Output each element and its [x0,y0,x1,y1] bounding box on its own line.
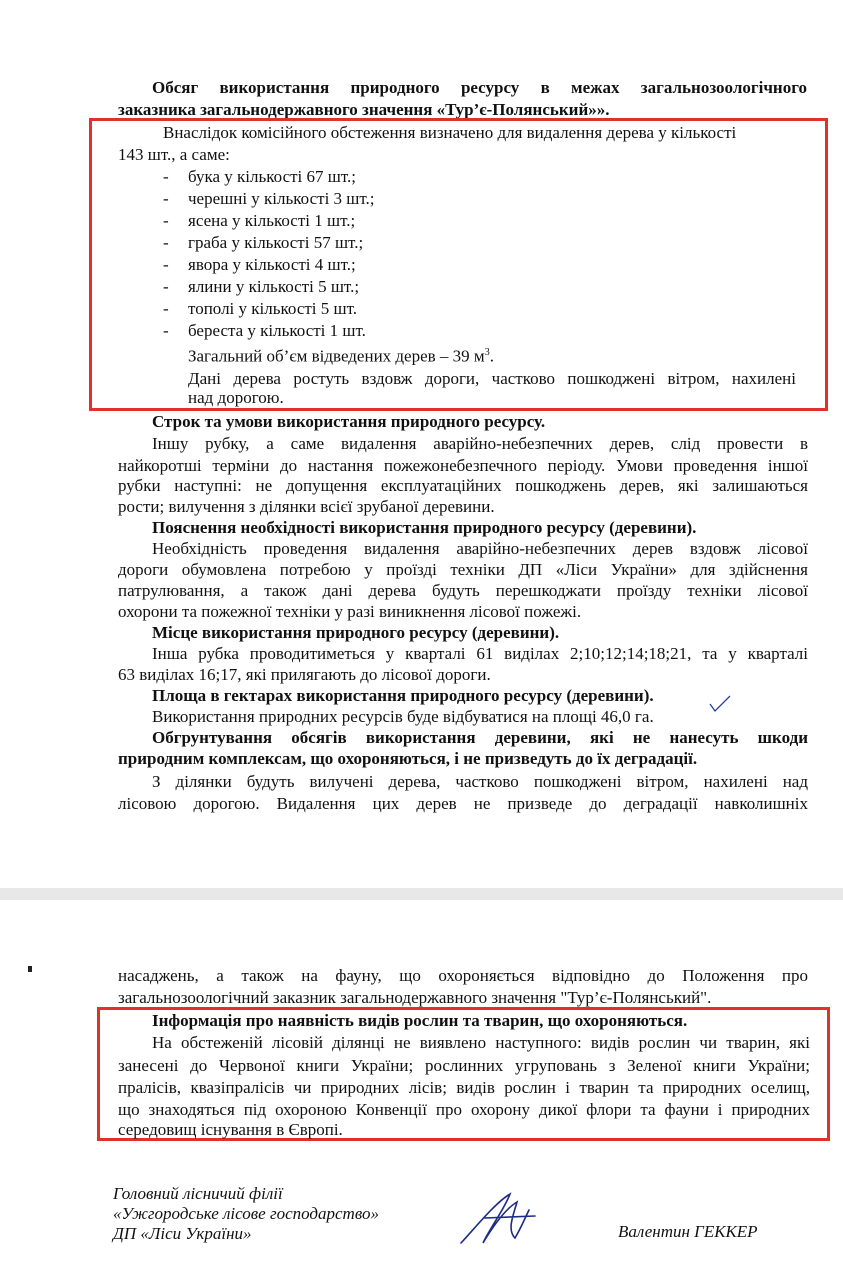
para-terms-line4: рости; вилучення з ділянки всієї зрубаної деревини. [118,497,495,516]
list-item: граба у кількості 57 шт.; [188,233,364,252]
trees-note-line2: над дорогою. [188,388,284,407]
intro-line1: Внаслідок комісійного обстеження визначено для видалення дерева у кількості [163,123,737,142]
para-location-line2: 63 виділах 16;17, які прилягають до лісової дороги. [118,665,491,684]
para-area: Використання природних ресурсів буде відбуватися на площі 46,0 га. [152,707,654,726]
list-item-bullet: - [163,255,169,274]
heading-location: Місце використання природного ресурсу (деревини). [152,623,560,642]
para-necessity-line2: дороги обумовлена потребою у проїзді техніки ДП «Ліси України» для здійснення [118,560,808,579]
heading-resource-volume-line2: заказника загальнодержавного значення «Тур’є-Полянський»». [118,100,610,119]
heading-justification-line1: Обгрунтування обсягів використання деревини, які не нанесуть шкоди [152,728,808,747]
para-species-line3: пралісів, квазіпралісів чи природних лісів; видів рослин і тварин та природних оселищ, [118,1078,810,1097]
total-volume-end: . [489,346,494,366]
para-species-line1: На обстеженій лісовій ділянці не виявлено наступного: видів рослин чи тварин, які [152,1033,810,1052]
list-item: черешні у кількості 3 шт.; [188,189,375,208]
list-item-bullet: - [163,321,169,340]
list-item: ясена у кількості 1 шт.; [188,211,356,230]
para-species-line4: що знаходяться під охороною Конвенції про охорону дикої флори та фауни і природних [118,1100,810,1119]
list-item-bullet: - [163,277,169,296]
list-item-bullet: - [163,211,169,230]
trees-note-line1: Дані дерева ростуть вздовж дороги, частково пошкоджені вітром, нахилені [188,369,796,388]
para-necessity-line4: охорони та пожежної техніки у разі виникнення лісової пожежі. [118,602,582,621]
para-justification-line2: лісовою дорогою. Видалення цих дерев не призведе до деградації навколишніх [118,794,808,813]
para-terms-line3: рубки наступні: не допущення експлуатаційних пошкоджень дерев, які залишаються [118,476,808,495]
scan-mark [28,966,32,972]
checkmark-icon [708,694,732,714]
total-volume [188,343,494,367]
list-item: явора у кількості 4 шт.; [188,255,356,274]
heading-protected-species: Інформація про наявність видів рослин та тварин, що охороняються. [152,1011,688,1030]
list-item-bullet: - [163,233,169,252]
heading-justification-line2: природним комплексам, що охороняються, і не призведуть до їх деградації. [118,749,698,768]
para-fauna-line1: насаджень, а також на фауну, що охороняється відповідно до Положення про [118,966,808,985]
list-item-bullet: - [163,167,169,186]
list-item-bullet: - [163,189,169,208]
para-terms-line1: Іншу рубку, а саме видалення аварійно-небезпечних дерев, слід провести в [152,434,808,453]
para-location-line1: Інша рубка проводитиметься у кварталі 61 виділах 2;10;12;14;18;21, та у кварталі [152,644,808,663]
volume-superscript: 3 [484,347,490,358]
list-item: бука у кількості 67 шт.; [188,167,356,186]
para-species-line2: занесені до Червоної книги України; рослинних угруповань з Зеленої книги України; [118,1056,810,1075]
signatory-position-line3: ДП «Ліси України» [113,1224,252,1243]
list-item: береста у кількості 1 шт. [188,321,366,340]
heading-necessity: Пояснення необхідності використання природного ресурсу (деревини). [152,518,697,537]
para-species-line5: середовищ існування в Європі. [118,1120,343,1139]
list-item: тополі у кількості 5 шт. [188,299,358,318]
handwritten-signature-icon [455,1188,545,1248]
heading-area: Площа в гектарах використання природного ресурсу (деревини). [152,686,654,705]
para-justification-line1: З ділянки будуть вилучені дерева, частково пошкоджені вітром, нахилені над [152,772,808,791]
list-item: ялини у кількості 5 шт.; [188,277,360,296]
list-item-bullet: - [163,299,169,318]
signatory-position-line1: Головний лісничий філії [113,1184,283,1203]
para-necessity-line1: Необхідність проведення видалення аварійно-небезпечних дерев вздовж лісової [152,539,808,558]
total-volume-text: Загальний об’єм відведених дерев – 39 м [188,346,485,366]
intro-line2: 143 шт., а саме: [118,145,230,164]
heading-terms: Строк та умови використання природного ресурсу. [152,412,546,431]
para-terms-line2: найкоротші терміни до настання пожежонебезпечного періоду. Умови проведення іншої [118,456,808,475]
page-separator [0,888,843,900]
para-necessity-line3: патрулювання, а також дані дерева будуть перешкоджати проїзду техніки лісової [118,581,808,600]
para-fauna-line2: загальнозоологічний заказник загальнодержавного значення "Тур’є-Полянський". [118,988,712,1007]
heading-resource-volume: Обсяг використання природного ресурсу в межах загальнозоологічного [152,78,807,97]
signatory-name: Валентин ГЕККЕР [618,1222,758,1241]
signatory-position-line2: «Ужгородське лісове господарство» [113,1204,379,1223]
